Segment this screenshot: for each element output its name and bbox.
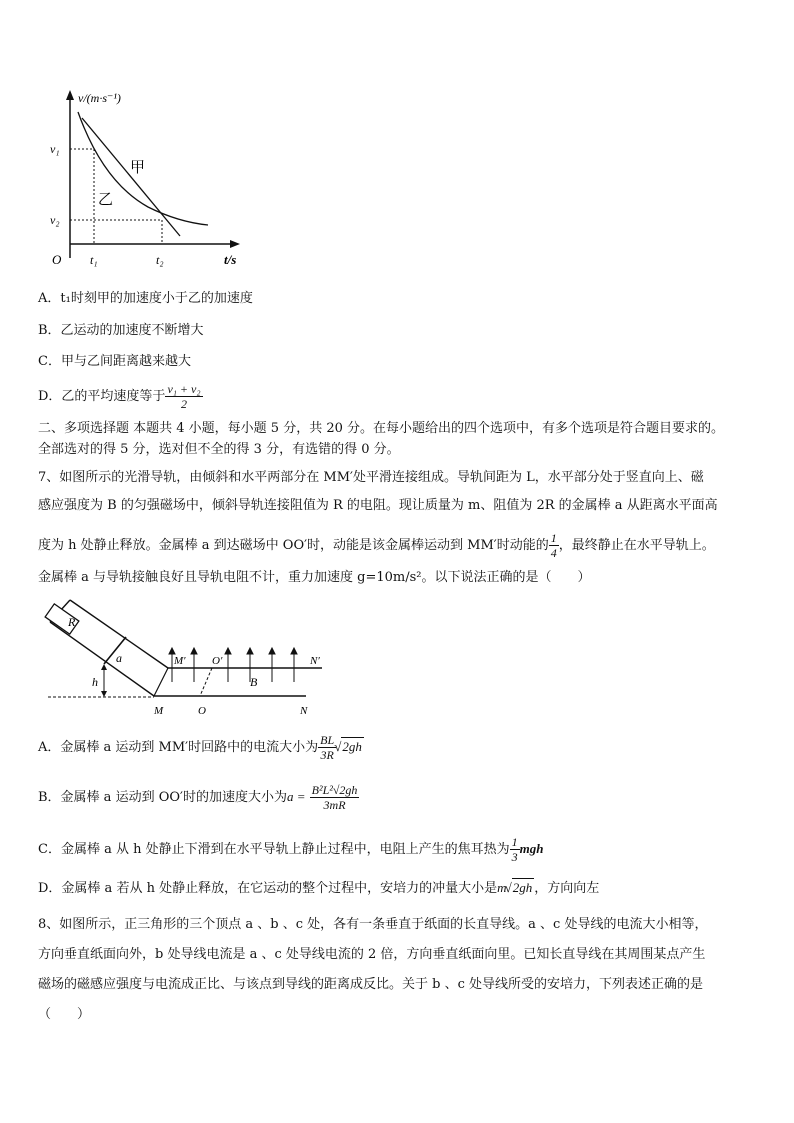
q7-d-prefix: D．金属棒 a 若从 h 处静止释放，在它运动的整个过程中，安培力的冲量大小是: [38, 881, 498, 896]
q7-b-num: B²L²√2gh: [311, 783, 358, 797]
q6-option-c: C．甲与乙间距离越来越大: [38, 354, 191, 369]
q7-line4: 金属棒 a 与导轨接触良好且导轨电阻不计，重力加速度 g=10m/s²。以下说法正确的是（ ）: [38, 570, 591, 585]
q7-line1: 7、如图所示的光滑导轨，由倾斜和水平两部分在 MM′处平滑连接组成。导轨间距为 L，水平部分处于竖直向上、磁: [38, 470, 704, 485]
incline-rail-lower: [50, 622, 154, 696]
q7-c-fraction: [510, 835, 520, 864]
q6-d-num: v₁ + v₂: [167, 382, 201, 396]
rod-a-label: a: [116, 651, 122, 665]
q7-line3: [38, 531, 715, 560]
t2-label: t₂: [156, 253, 164, 267]
q7-d-suffix: ，方向向左: [534, 881, 600, 896]
curve-jia: [82, 118, 180, 236]
q7-option-b: [38, 783, 359, 812]
q6-option-b: B．乙运动的加速度不断增大: [38, 323, 204, 338]
q7-b-prefix: B．金属棒 a 运动到 OO′时的加速度大小为: [38, 790, 287, 805]
q7-c-den: 3: [511, 850, 518, 864]
x-axis-label: t/s: [224, 252, 237, 267]
section2-line1: 二、多项选择题 本题共 4 小题，每小题 5 分，共 20 分。在每小题给出的四个选项中，有多个选项是符合题目要求的。: [38, 421, 725, 436]
q7-frac-den: 4: [550, 546, 557, 560]
curve-yi-label: 乙: [98, 192, 114, 208]
origin-label: O: [52, 252, 62, 267]
q6-option-a: A．t₁时刻甲的加速度小于乙的加速度: [38, 291, 253, 306]
q7-frac-num: 1: [550, 531, 557, 545]
q7-d-m: m: [497, 880, 507, 895]
q7-b-den: 3mR: [323, 798, 346, 812]
q8-line3: 磁场的磁感应强度与电流成正比、与该点到导线的距离成反比。关于 b 、c 处导线所受的安培力，下列表述正确的是: [38, 977, 704, 992]
q8-line4: （ ）: [38, 1007, 91, 1022]
x-axis-arrow: [230, 240, 240, 248]
q6-d-den: 2: [180, 397, 187, 411]
v2-label: v₂: [50, 213, 60, 227]
t1-label: t₁: [90, 253, 98, 267]
label-b: B: [250, 675, 258, 689]
oo-dashed: [200, 668, 212, 696]
q8-line1: 8、如图所示，正三角形的三个顶点 a 、b 、c 处，各有一条垂直于纸面的长直导线。a 、c 处导线的电流大小相等，: [38, 917, 708, 932]
q6-option-d: [38, 382, 203, 411]
q7-a-sqrt: √ 2gh: [341, 737, 364, 756]
label-o: O: [198, 705, 206, 717]
height-arrow-down: [101, 691, 107, 697]
q8-line2: 方向垂直纸面向外，b 处导线电流是 a 、c 处导线电流的 2 倍，方向垂直纸面向里。已知长直导线在其周围某点产生: [38, 947, 706, 962]
q7-a-num: BL: [320, 733, 335, 747]
height-label: h: [92, 675, 98, 689]
label-m-prime: M′: [174, 655, 186, 667]
label-n: N: [300, 705, 308, 717]
q7-fraction: [549, 531, 559, 560]
y-axis-arrow: [66, 90, 74, 100]
y-axis-label: v/(m·s⁻¹): [78, 91, 121, 105]
q7-option-d: [38, 878, 599, 898]
vt-graph: [48, 82, 258, 272]
q6-option-d-fraction: [165, 382, 202, 411]
resistor-label: R: [68, 615, 76, 629]
curve-jia-label: 甲: [130, 160, 146, 176]
q7-option-c: [38, 835, 543, 864]
q7-b-a: a =: [286, 789, 306, 804]
v1-label: v₁: [50, 142, 60, 156]
q7-d-sqrt: √ 2gh: [512, 878, 535, 897]
field-arrows: [169, 648, 297, 682]
q7-c-num: 1: [511, 835, 518, 849]
q7-option-a: [38, 733, 364, 762]
q7-a-den: 3R: [320, 748, 334, 762]
q7-line3-a: 度为 h 处静止释放。金属棒 a 到达磁场中 OO′时，动能是该金属棒运动到 MM′时动能的: [38, 538, 549, 553]
q7-line3-b: ，最终静止在水平导轨上。: [558, 538, 715, 553]
q7-b-fraction: [310, 783, 360, 812]
rail-figure: [44, 596, 344, 720]
q6-option-d-prefix: D．乙的平均速度等于: [38, 389, 166, 404]
height-arrow-up: [101, 664, 107, 670]
q7-c-prefix: C．金属棒 a 从 h 处静止下滑到在水平导轨上静止过程中，电阻上产生的焦耳热为: [38, 842, 510, 857]
label-n-prime: N′: [310, 655, 320, 667]
label-m: M: [154, 705, 164, 717]
section2-line2: 全部选对的得 5 分，选对但不全的得 3 分，有选错的得 0 分。: [38, 442, 400, 457]
rod-a: [104, 637, 126, 664]
q7-a-prefix: A．金属棒 a 运动到 MM′时回路中的电流大小为: [38, 740, 319, 755]
q7-c-suffix: mgh: [519, 841, 544, 856]
label-o-prime: O′: [212, 655, 223, 667]
junction-mm: [154, 668, 168, 696]
q7-line2: 感应强度为 B 的匀强磁场中，倾斜导轨连接阻值为 R 的电阻。现让质量为 m、阻值为 2R 的金属棒 a 从距离水平面高: [38, 498, 718, 513]
